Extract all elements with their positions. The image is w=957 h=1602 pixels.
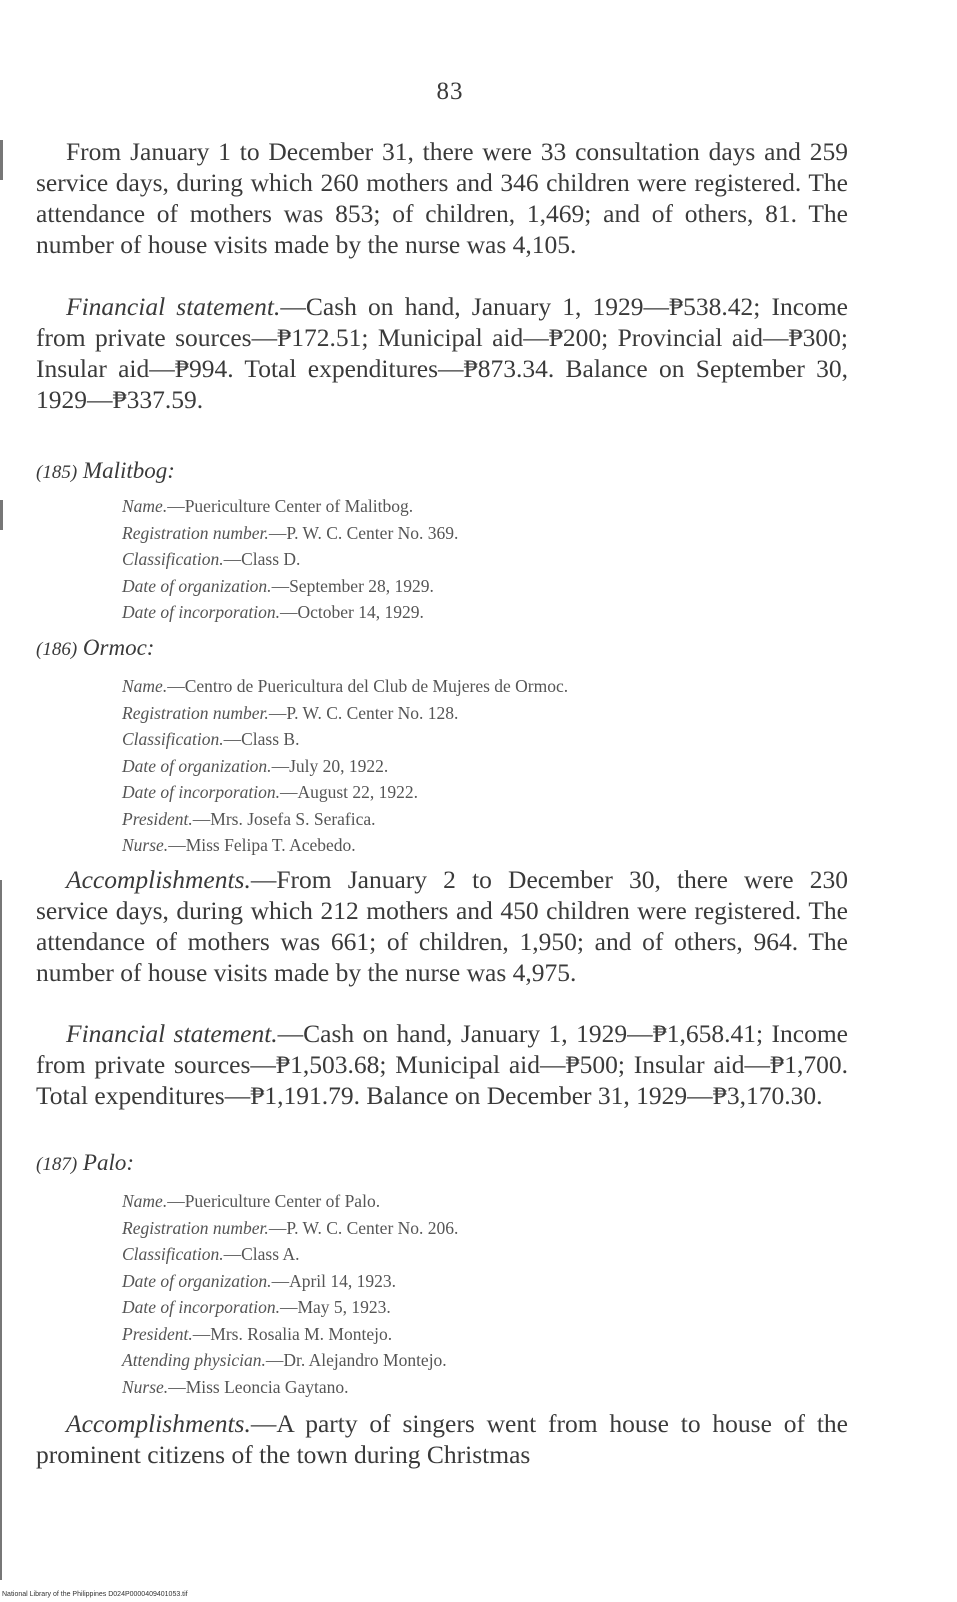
scan-edge-mark [0, 500, 3, 530]
field-row: Date of organization.—April 14, 1923. [122, 1270, 397, 1291]
field-row: Registration number.—P. W. C. Center No. 128. [122, 702, 459, 723]
page-number: 83 [436, 78, 464, 105]
field-row: Registration number.—P. W. C. Center No. 206. [122, 1217, 459, 1238]
paragraph-accomplishments-palo: Accomplishments.—A party of singers went from house to house of the prominent citizens of the town during Christmas [36, 1409, 848, 1469]
field-row: Date of incorporation.—May 5, 1923. [122, 1297, 391, 1317]
field-row: Nurse.—Miss Felipa T. Acebedo. [122, 835, 356, 855]
field-row: Date of incorporation.—October 14, 1929. [122, 602, 424, 622]
field-row: Name.—Puericulture Center of Palo. [122, 1191, 381, 1211]
field-row: Attending physician.—Dr. Alejandro Montejo. [122, 1350, 447, 1370]
scan-edge-mark [0, 880, 2, 1580]
paragraph-accomplishments-ormoc: Accomplishments.—From January 2 to December 30, there were 230 service days, during which 212 mothers and 450 children were registered. The attendance of mothers was 661; of children, 1,950; and of others, 964. The number of house visits made by the nurse was 4,975. [36, 865, 848, 987]
field-row: Classification.—Class A. [122, 1244, 300, 1264]
field-row: Date of organization.—July 20, 1922. [122, 755, 389, 776]
paragraph-financial-1: Financial statement.—Cash on hand, January 1, 1929—₱538.42; Income from private sources—₱172.51; Municipal aid—₱200; Provincial aid—₱300; Insular aid—₱994. Total expenditures—₱873.34. Balance on September 30, 1929—₱337.59. [36, 292, 848, 414]
scan-footer: National Library of the Philippines D024P0000409401053.tif [2, 1591, 188, 1598]
paragraph-financial-2: Financial statement.—Cash on hand, January 1, 1929—₱1,658.41; Income from private sources—₱1,503.68; Municipal aid—₱500; Insular aid—₱1,700. Total expenditures—₱1,191.79. Balance on December 31, 1929—₱3,170.30. [36, 1019, 848, 1110]
section-heading-186: (186) Ormoc: [36, 635, 155, 660]
scan-edge-mark [0, 140, 3, 180]
field-row: Date of organization.—September 28, 1929. [122, 575, 434, 596]
paragraph-consultation: From January 1 to December 31, there were 33 consultation days and 259 service days, during which 260 mothers and 346 children were registered. The attendance of mothers was 853; of children, 1,469; and of others, 81. The number of house visits made by the nurse was 4,105. [36, 137, 848, 259]
field-row: Classification.—Class D. [122, 549, 301, 569]
field-row: Registration number.—P. W. C. Center No. 369. [122, 522, 459, 543]
field-row: Date of incorporation.—August 22, 1922. [122, 782, 419, 802]
field-row: Classification.—Class B. [122, 729, 300, 749]
field-row: Nurse.—Miss Leoncia Gaytano. [122, 1376, 349, 1397]
section-heading-187: (187) Palo: [36, 1150, 135, 1175]
section-heading-185: (185) Malitbog: [36, 458, 175, 483]
field-row: President.—Mrs. Rosalia M. Montejo. [122, 1323, 393, 1344]
field-row: Name.—Centro de Puericultura del Club de Mujeres de Ormoc. [122, 676, 569, 696]
field-row: President.—Mrs. Josefa S. Serafica. [122, 808, 376, 829]
field-row: Name.—Puericulture Center of Malitbog. [122, 496, 414, 516]
